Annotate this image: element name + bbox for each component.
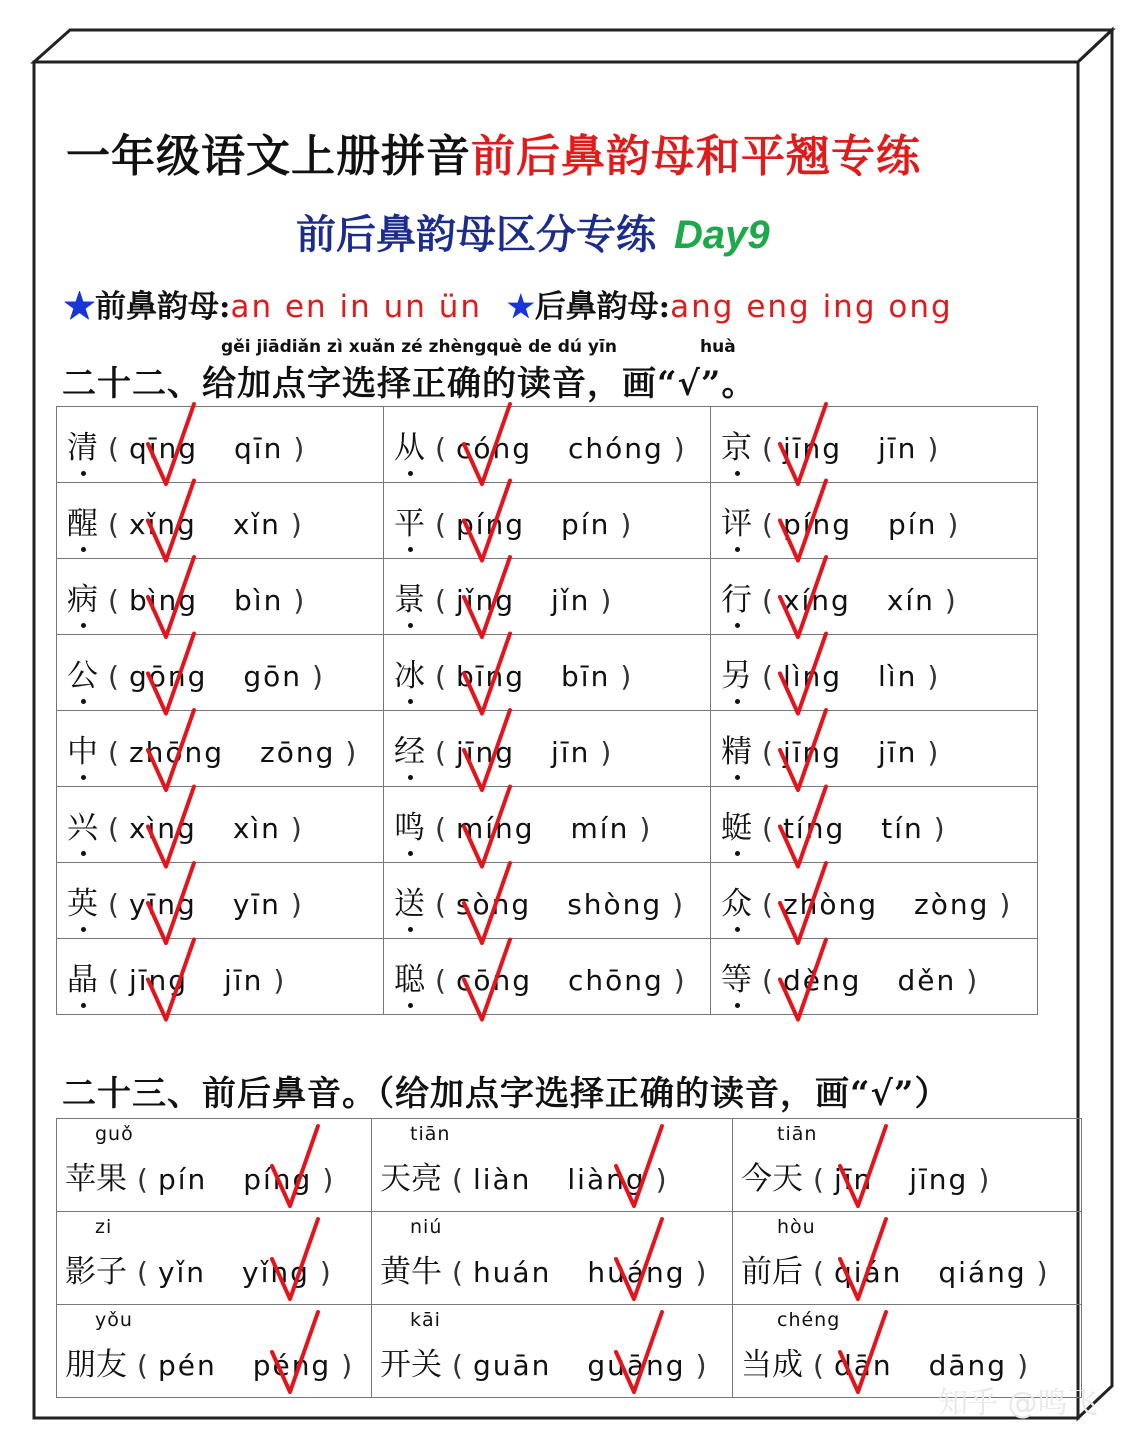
option-back-nasal[interactable]: xǐng (128, 508, 197, 541)
option-front-nasal[interactable]: jīn (878, 736, 918, 769)
option-back-nasal[interactable]: xíng (782, 584, 851, 617)
option-first[interactable]: yǐn (157, 1256, 207, 1289)
back-finals: ang eng ing ong (670, 289, 953, 325)
option-first[interactable]: liàn (472, 1163, 532, 1196)
table-cell: zi 影子 ( yǐn yǐng ) (57, 1212, 372, 1305)
table-cell: 景 ( jǐng jǐn ) (384, 559, 711, 635)
page-subtitle: 前后鼻韵母区分专练 Day9 (296, 211, 770, 258)
dotted-character: 兴 (67, 802, 98, 847)
table-cell: 清 ( qīng qīn ) (57, 407, 384, 483)
table-cell: 经 ( jīng jīn ) (384, 711, 711, 787)
option-first[interactable]: qián (833, 1256, 903, 1289)
table-cell: 鸣 ( míng mín ) (384, 787, 711, 863)
table-cell: hòu 前后 ( qián qiáng ) (733, 1212, 1082, 1305)
table-cell: 众 ( zhòng zòng ) (711, 863, 1038, 939)
option-front-nasal[interactable]: zòng (914, 888, 990, 921)
dotted-character: 精 (721, 726, 752, 771)
table-row (57, 559, 1038, 635)
table-row (57, 711, 1038, 787)
star-icon: ★ (506, 289, 535, 325)
option-back-nasal[interactable]: bīng (455, 660, 526, 693)
table-cell: tiān 今天 ( jīn jīng ) (733, 1119, 1082, 1212)
option-second[interactable]: dāng (928, 1349, 1008, 1382)
dotted-character: 送 (394, 878, 425, 923)
word-pinyin: yǒu (95, 1309, 133, 1331)
section22-heading: 二十二、给加点字选择正确的读音，画“√”。 (62, 364, 757, 404)
word-pinyin: zi (95, 1216, 113, 1238)
dotted-character: 众 (721, 878, 752, 923)
option-front-nasal[interactable]: bìn (234, 584, 284, 617)
table-row (57, 787, 1038, 863)
option-front-nasal[interactable]: chōng (567, 964, 664, 997)
word-pinyin: niú (410, 1216, 443, 1238)
dotted-character: 行 (721, 574, 752, 619)
table-row (57, 1305, 1082, 1398)
option-second[interactable]: huáng (587, 1256, 686, 1289)
option-front-nasal[interactable]: zōng (260, 736, 336, 769)
dotted-character: 病 (67, 574, 98, 619)
option-back-nasal[interactable]: zhōng (128, 736, 225, 769)
option-back-nasal[interactable]: bìng (128, 584, 199, 617)
word: 前后 (741, 1254, 803, 1290)
watermark: 知乎 @鸣飞 (938, 1386, 1098, 1421)
option-front-nasal[interactable]: shòng (567, 888, 663, 921)
word-pinyin: kāi (410, 1309, 441, 1331)
option-front-nasal[interactable]: bīn (561, 660, 611, 693)
section23-table (56, 1118, 1082, 1398)
table-cell: 送 ( sòng shòng ) (384, 863, 711, 939)
option-back-nasal[interactable]: yīng (128, 888, 197, 921)
table-row (57, 939, 1038, 1015)
table-row (57, 407, 1038, 483)
dotted-character: 冰 (394, 650, 425, 695)
option-back-nasal[interactable]: jīng (455, 736, 516, 769)
word: 天亮 (380, 1161, 442, 1197)
table-cell: 京 ( jīng jīn ) (711, 407, 1038, 483)
table-cell: 从 ( cóng chóng ) (384, 407, 711, 483)
table-cell: 公 ( gōng gōn ) (57, 635, 384, 711)
dotted-character: 晶 (67, 954, 98, 999)
option-second[interactable]: liàng (567, 1163, 646, 1196)
dotted-character: 评 (721, 498, 752, 543)
option-first[interactable]: jīn (833, 1163, 874, 1196)
table-cell: 病 ( bìng bìn ) (57, 559, 384, 635)
table-cell: 冰 ( bīng bīn ) (384, 635, 711, 711)
option-back-nasal[interactable]: píng (782, 508, 853, 541)
option-first[interactable]: pén (157, 1349, 217, 1382)
table-cell: 平 ( píng pín ) (384, 483, 711, 559)
table-cell: tiān 天亮 ( liàn liàng ) (372, 1119, 733, 1212)
option-back-nasal[interactable]: jīng (782, 736, 843, 769)
option-front-nasal[interactable]: xìn (232, 812, 281, 845)
dotted-character: 经 (394, 726, 425, 771)
dotted-character: 鸣 (394, 802, 425, 847)
table-cell: 蜓 ( tíng tín ) (711, 787, 1038, 863)
star-icon: ★ (64, 289, 95, 325)
option-front-nasal[interactable]: mín (570, 812, 630, 845)
option-back-nasal[interactable]: xìng (128, 812, 197, 845)
option-front-nasal[interactable]: jīn (224, 964, 264, 997)
option-front-nasal[interactable]: xín (886, 584, 935, 617)
finals-legend: ★前鼻韵母:an en in un ün ★后鼻韵母:ang eng ing ong (64, 289, 953, 325)
table-row (57, 1119, 1082, 1212)
dotted-character: 等 (721, 954, 752, 999)
table-cell: 兴 ( xìng xìn ) (57, 787, 384, 863)
option-front-nasal[interactable]: chóng (567, 432, 664, 465)
dotted-character: 聪 (394, 954, 425, 999)
word: 苹果 (65, 1161, 127, 1197)
table-cell: 醒 ( xǐng xǐn ) (57, 483, 384, 559)
option-front-nasal[interactable]: pín (561, 508, 611, 541)
table-cell: 另 ( lìng lìn ) (711, 635, 1038, 711)
table-row (57, 635, 1038, 711)
section22-pinyin-hint: gěi jiādiǎn zì xuǎn zé zhèngquè de dú yīn (221, 337, 617, 357)
option-first[interactable]: pín (157, 1163, 208, 1196)
table-cell: 评 ( píng pín ) (711, 483, 1038, 559)
option-back-nasal[interactable]: cóng (455, 432, 532, 465)
option-back-nasal[interactable]: zhòng (782, 888, 879, 921)
word: 朋友 (65, 1347, 127, 1383)
table-row (57, 483, 1038, 559)
option-front-nasal[interactable]: xǐn (232, 508, 281, 541)
word: 今天 (741, 1161, 803, 1197)
option-first[interactable]: guān (472, 1349, 552, 1382)
option-front-nasal[interactable]: gōn (243, 660, 303, 693)
option-back-nasal[interactable]: jǐng (455, 584, 516, 617)
word-pinyin: hòu (777, 1216, 816, 1238)
option-back-nasal[interactable]: qīng (128, 432, 199, 465)
table-cell: 晶 ( jīng jīn ) (57, 939, 384, 1015)
dotted-character: 从 (394, 422, 425, 467)
option-back-nasal[interactable]: tíng (782, 812, 846, 845)
dotted-character: 英 (67, 878, 98, 923)
word: 黄牛 (380, 1254, 442, 1290)
dotted-character: 公 (67, 650, 98, 695)
option-second[interactable]: guāng (587, 1349, 686, 1382)
dotted-character: 平 (394, 498, 425, 543)
word-pinyin: chéng (777, 1309, 841, 1331)
dotted-character: 醒 (67, 498, 98, 543)
option-back-nasal[interactable]: gōng (128, 660, 208, 693)
option-back-nasal[interactable]: cōng (455, 964, 532, 997)
option-front-nasal[interactable]: pín (888, 508, 938, 541)
table-cell: guǒ 苹果 ( pín píng ) (57, 1119, 372, 1212)
table-cell: 聪 ( cōng chōng ) (384, 939, 711, 1015)
table-cell: 等 ( děng děn ) (711, 939, 1038, 1015)
option-second[interactable]: píng (243, 1163, 313, 1196)
option-back-nasal[interactable]: míng (455, 812, 535, 845)
table-cell: kāi 开关 ( guān guāng ) (372, 1305, 733, 1398)
dotted-character: 京 (721, 422, 752, 467)
option-second[interactable]: yǐng (242, 1256, 310, 1289)
option-back-nasal[interactable]: děng (782, 964, 862, 997)
option-front-nasal[interactable]: děn (897, 964, 957, 997)
table-cell: niú 黄牛 ( huán huáng ) (372, 1212, 733, 1305)
table-cell: 精 ( jīng jīn ) (711, 711, 1038, 787)
day-label: Day9 (674, 213, 770, 257)
dotted-character: 另 (721, 650, 752, 695)
dotted-character: 中 (67, 726, 98, 771)
front-finals: an en in un ün (230, 289, 483, 325)
dotted-character: 景 (394, 574, 425, 619)
option-back-nasal[interactable]: píng (455, 508, 526, 541)
option-back-nasal[interactable]: jīng (128, 964, 189, 997)
section22-pinyin-hua: huà (700, 337, 736, 357)
option-second[interactable]: jīng (909, 1163, 969, 1196)
option-second[interactable]: qiáng (938, 1256, 1027, 1289)
option-back-nasal[interactable]: jīng (782, 432, 843, 465)
option-front-nasal[interactable]: jǐn (551, 584, 591, 617)
word-pinyin: tiān (777, 1123, 818, 1145)
dotted-character: 蜓 (721, 802, 752, 847)
table-row (57, 1212, 1082, 1305)
option-back-nasal[interactable]: lìng (782, 660, 843, 693)
page-title: 一年级语文上册拼音前后鼻韵母和平翘专练 (66, 131, 921, 182)
table-row (57, 863, 1038, 939)
option-front-nasal[interactable]: qīn (234, 432, 284, 465)
word: 当成 (741, 1347, 803, 1383)
option-back-nasal[interactable]: sòng (455, 888, 532, 921)
option-first[interactable]: dān (833, 1349, 893, 1382)
option-front-nasal[interactable]: jīn (878, 432, 918, 465)
option-front-nasal[interactable]: yīn (232, 888, 281, 921)
table-cell: yǒu 朋友 ( pén péng ) (57, 1305, 372, 1398)
table-cell: 行 ( xíng xín ) (711, 559, 1038, 635)
word-pinyin: guǒ (95, 1123, 134, 1145)
dotted-character: 清 (67, 422, 98, 467)
word: 开关 (380, 1347, 442, 1383)
option-second[interactable]: péng (252, 1349, 332, 1382)
section22-table (56, 406, 1038, 1015)
option-front-nasal[interactable]: jīn (551, 736, 591, 769)
option-front-nasal[interactable]: lìn (878, 660, 918, 693)
section23-heading: 二十三、前后鼻音。（给加点字选择正确的读音，画“√”） (62, 1074, 950, 1114)
option-first[interactable]: huán (472, 1256, 552, 1289)
table-cell: 中 ( zhōng zōng ) (57, 711, 384, 787)
word: 影子 (65, 1254, 127, 1290)
option-front-nasal[interactable]: tín (881, 812, 924, 845)
table-cell: chéng 当成 ( dān dāng ) (733, 1305, 1082, 1398)
table-cell: 英 ( yīng yīn ) (57, 863, 384, 939)
word-pinyin: tiān (410, 1123, 451, 1145)
